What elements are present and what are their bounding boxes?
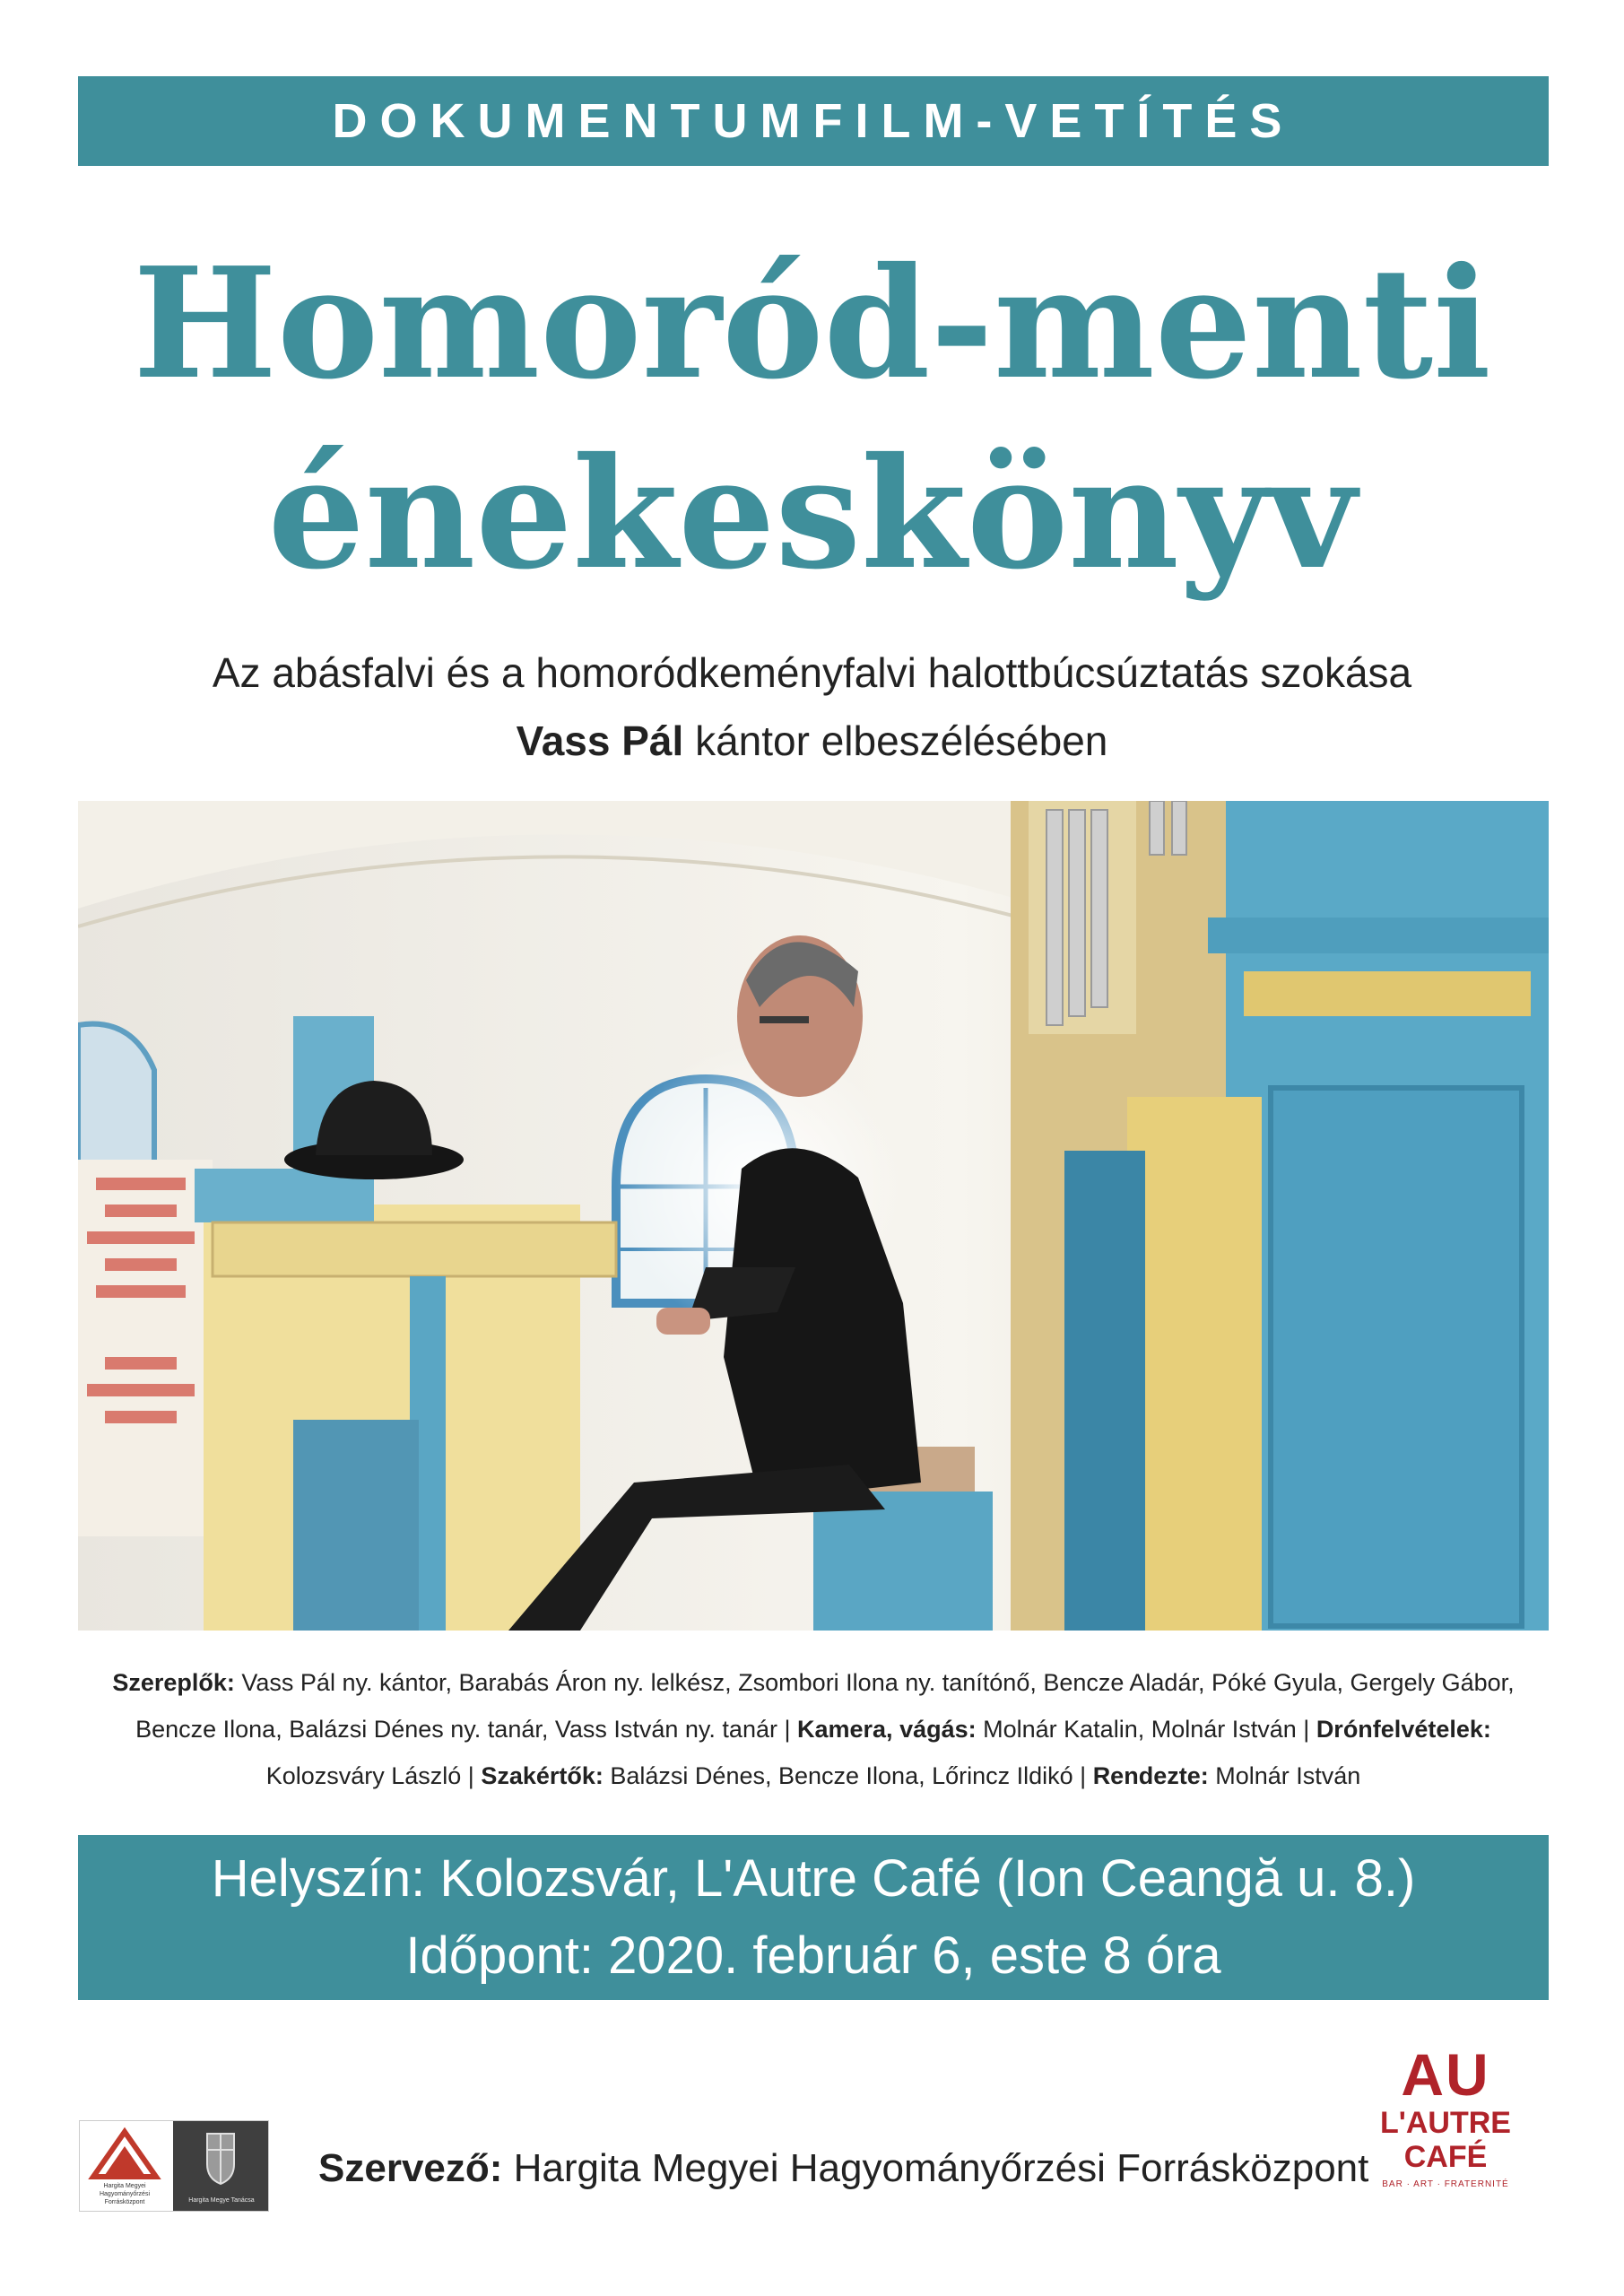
credits-label-camera: Kamera, vágás: <box>797 1716 977 1743</box>
subtitle-line-2-rest: kántor elbeszélésében <box>683 718 1108 764</box>
credits-label-director: Rendezte: <box>1092 1762 1209 1789</box>
credits-label-cast: Szereplők: <box>112 1669 235 1696</box>
credits-text-cast: Vass Pál ny. kántor, Barabás Áron ny. lelkész, Zsombori Ilona ny. tanítónő, Bencze Aladár, Póké Gyula, Gergely Gábor, Bencze Ilona, Balázsi Dénes ny. tanár, Vass István ny. tanár | <box>135 1669 1515 1743</box>
film-title-line-1: Homoród-menti <box>133 234 1491 413</box>
event-time: Időpont: 2020. február 6, este 8 óra <box>405 1926 1221 1985</box>
credits-text-drone: Kolozsváry László | <box>265 1762 482 1789</box>
organist-photo-illustration <box>78 801 1549 1631</box>
header-band-text: DOKUMENTUMFILM-VETÍTÉS <box>332 94 1295 148</box>
lautre-cafe-name-2: CAFÉ <box>1403 2140 1488 2174</box>
film-title-line-2: énekeskönyv <box>267 424 1357 604</box>
film-title <box>0 229 1624 609</box>
lautre-cafe-tagline: BAR · ART · FRATERNITÉ <box>1382 2179 1509 2189</box>
header-band <box>78 76 1549 166</box>
organizer-line <box>318 2142 1376 2196</box>
organizer-name: Hargita Megyei Hagyományőrzési Forrásközpont <box>502 2146 1369 2190</box>
subtitle-line-1: Az abásfalvi és a homoródkeményfalvi halottbúcsúztatás szokása <box>212 649 1412 696</box>
credits-text-director: Molnár István <box>1208 1762 1361 1789</box>
hargita-county-caption: Hargita Megye Tanácsa <box>188 2197 255 2204</box>
organizer-logos <box>79 2120 269 2212</box>
lautre-cafe-monogram: AU <box>1401 2041 1490 2108</box>
event-info-band <box>78 1835 1549 2000</box>
subtitle-line-2 <box>0 707 1624 775</box>
lautre-cafe-logo <box>1369 2027 1522 2233</box>
poster-photo <box>78 801 1549 1631</box>
credits-text-experts: Balázsi Dénes, Bencze Ilona, Lőrincz Ildikó | <box>603 1762 1093 1789</box>
film-subtitle <box>0 639 1624 775</box>
credits-text-camera: Molnár Katalin, Molnár István | <box>976 1716 1316 1743</box>
credits-label-experts: Szakértők: <box>481 1762 604 1789</box>
event-venue: Helyszín: Kolozsvár, L'Autre Café (Ion Ceangă u. 8.) <box>211 1849 1416 1908</box>
organizer-label: Szervező: <box>318 2146 503 2190</box>
subtitle-name: Vass Pál <box>516 718 684 764</box>
lautre-cafe-name-1: L'AUTRE <box>1380 2106 1511 2140</box>
film-credits <box>78 1659 1549 1799</box>
credits-label-drone: Drónfelvételek: <box>1316 1716 1491 1743</box>
forraskozpont-logo-caption: Hargita Megyei Hagyományőrzési Forrásközpont <box>99 2183 151 2205</box>
